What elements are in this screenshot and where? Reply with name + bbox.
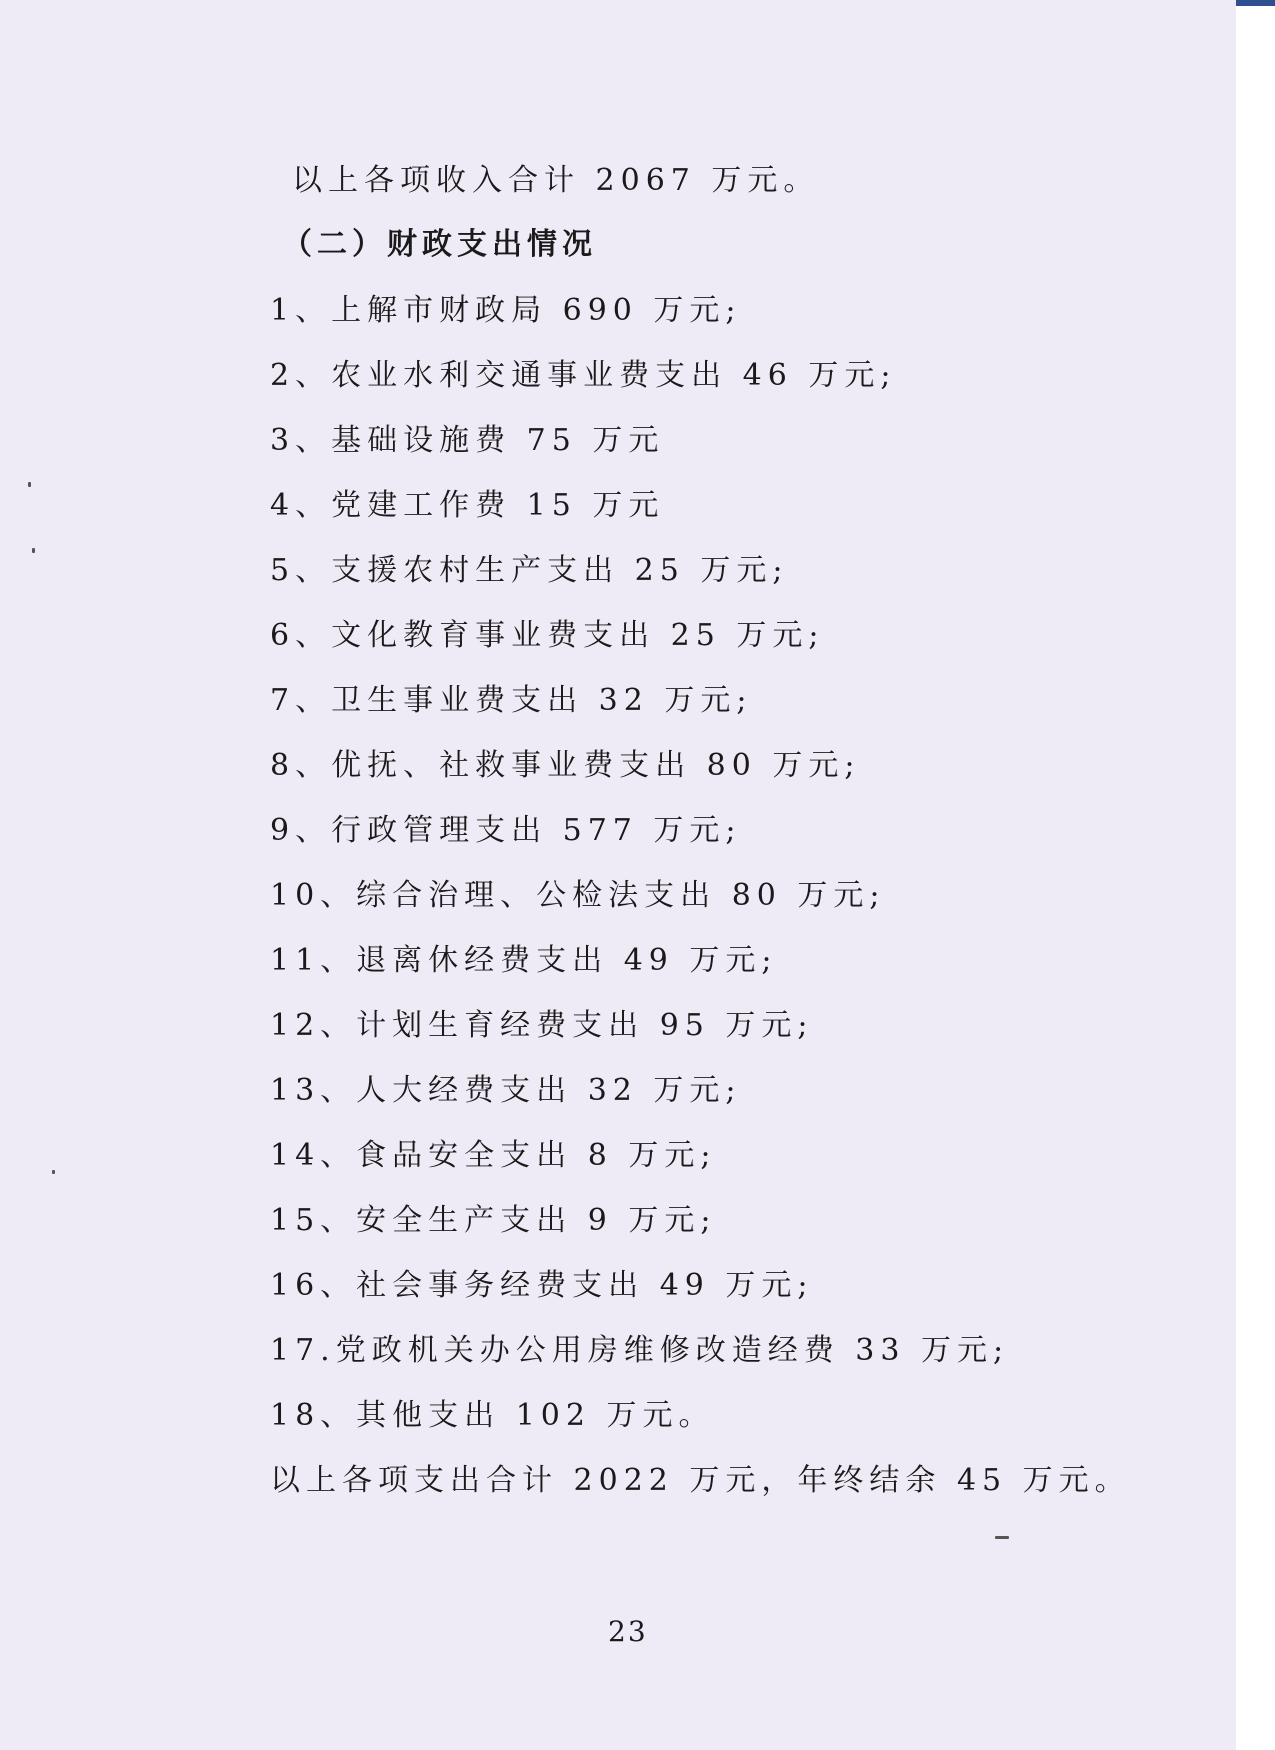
expense-item: 13、人大经费支出 32 万元; [270,1073,742,1108]
page-number: 23 [608,1615,648,1648]
expense-item: 9、行政管理支出 577 万元; [270,813,742,848]
expense-item: 3、基础设施费 75 万元 [270,423,665,458]
expense-item: 14、食品安全支出 8 万元; [270,1138,717,1173]
expense-item: 12、计划生育经费支出 95 万元; [270,1008,814,1043]
scan-speck [28,482,31,487]
expense-item: 18、其他支出 102 万元。 [270,1398,715,1433]
expense-total-line: 以上各项支出合计 2022 万元，年终结余 45 万元。 [270,1463,1131,1498]
scan-speck [52,1170,55,1174]
income-total-line: 以上各项收入合计 2067 万元。 [292,163,820,198]
section-heading: （二）财政支出情况 [282,227,597,262]
expense-item: 17.党政机关办公用房维修改造经费 33 万元; [270,1333,1010,1368]
expense-item: 4、党建工作费 15 万元 [270,488,665,523]
scan-speck [32,548,35,553]
expense-item: 11、退离休经费支出 49 万元; [270,943,778,978]
expense-item: 6、文化教育事业费支出 25 万元; [270,618,825,653]
expense-item: 1、上解市财政局 690 万元; [270,293,742,328]
expense-item: 5、支援农村生产支出 25 万元; [270,553,789,588]
corner-mark [1236,0,1275,6]
expense-item: 10、综合治理、公检法支出 80 万元; [270,878,886,913]
expense-item: 8、优抚、社救事业费支出 80 万元; [270,748,861,783]
expense-item: 15、安全生产支出 9 万元; [270,1203,717,1238]
scanner-margin [1236,0,1275,1750]
scan-speck [995,1536,1009,1539]
expense-item: 7、卫生事业费支出 32 万元; [270,683,753,718]
expense-item: 16、社会事务经费支出 49 万元; [270,1268,814,1303]
expense-item: 2、农业水利交通事业费支出 46 万元; [270,358,897,393]
